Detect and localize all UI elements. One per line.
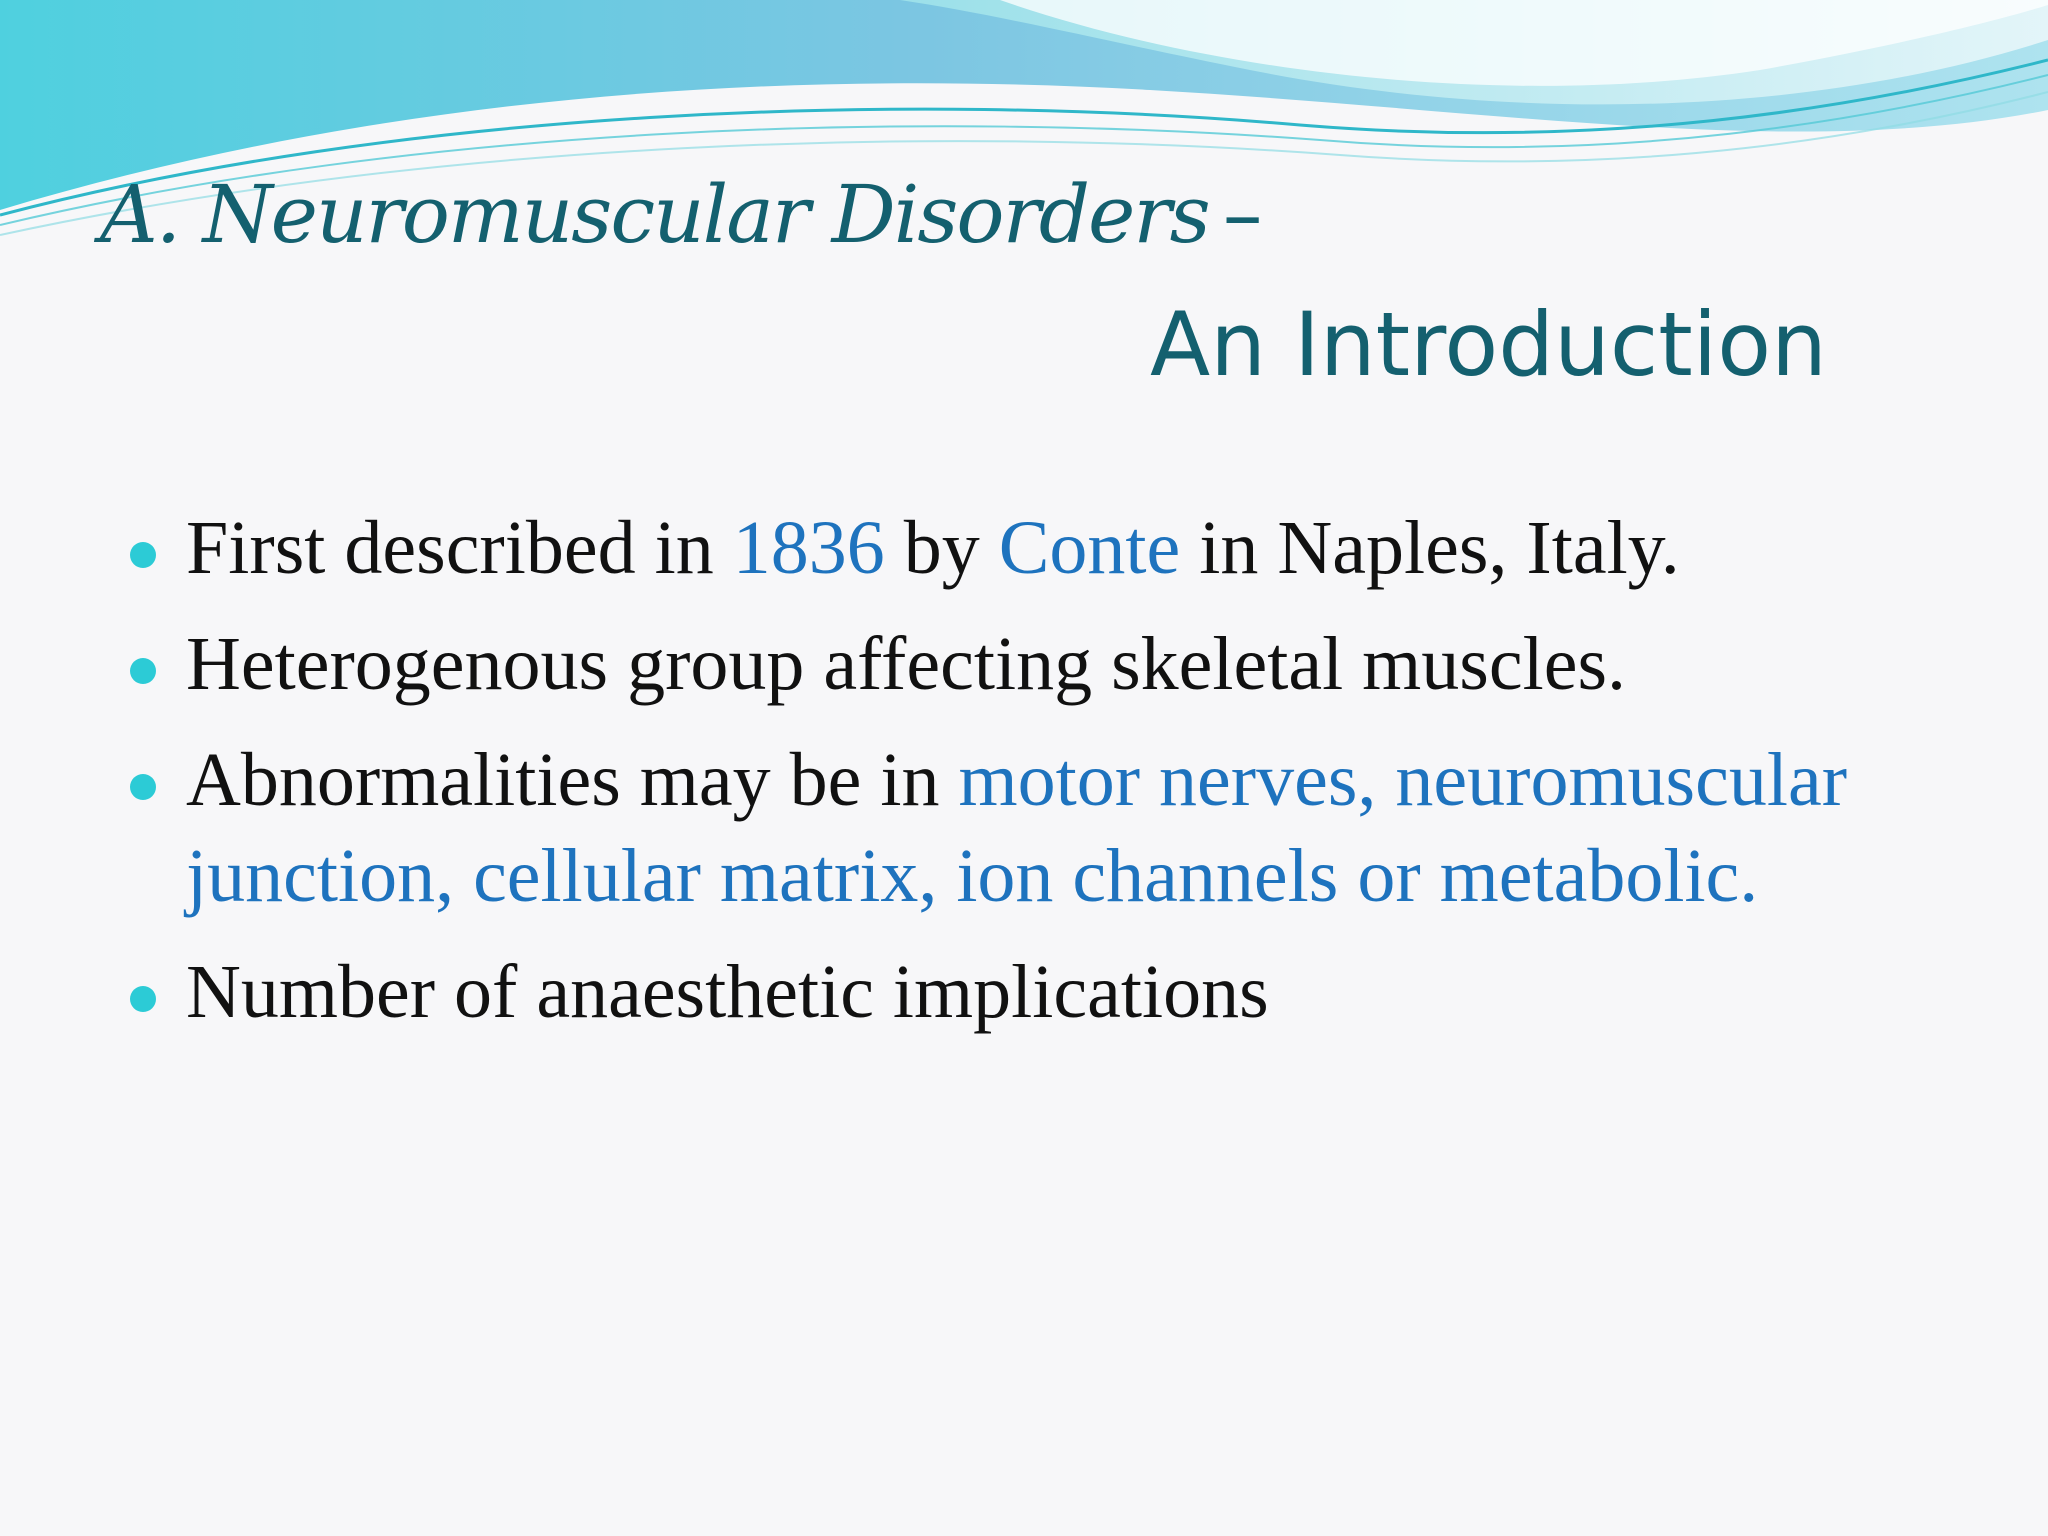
bullet-item (130, 732, 1950, 924)
bullet-item (130, 500, 1950, 596)
bullet-text: by (884, 506, 999, 590)
bullet-text: Heterogenous group affecting skeletal muscles. (186, 622, 1627, 706)
bullet-dot-icon (130, 542, 156, 568)
bullet-text: Number of anaesthetic implications (186, 950, 1269, 1034)
bullet-text: First described in (186, 506, 733, 590)
bullet-dot-icon (130, 986, 156, 1012)
bullet-item (130, 944, 1950, 1040)
slide-title-line1 (100, 165, 1261, 265)
bullet-dot-icon (130, 774, 156, 800)
bullet-highlight-locations: motor nerves, neuromuscular junction, cellular matrix, ion channels or metabolic. (186, 738, 1848, 918)
bullet-text: Abnormalities may be in (186, 738, 959, 822)
bullet-highlight-name: Conte (998, 506, 1181, 590)
bullet-list (130, 500, 1950, 1060)
bullet-dot-icon (130, 658, 156, 684)
slide-title-line2: An Introduction (1150, 293, 1827, 396)
bullet-item (130, 616, 1950, 712)
bullet-highlight-year: 1836 (732, 506, 885, 590)
title-dash: – (1222, 168, 1261, 261)
bullet-text: in Naples, Italy. (1180, 506, 1680, 590)
title-main-text: A. Neuromuscular Disorders (100, 168, 1209, 261)
